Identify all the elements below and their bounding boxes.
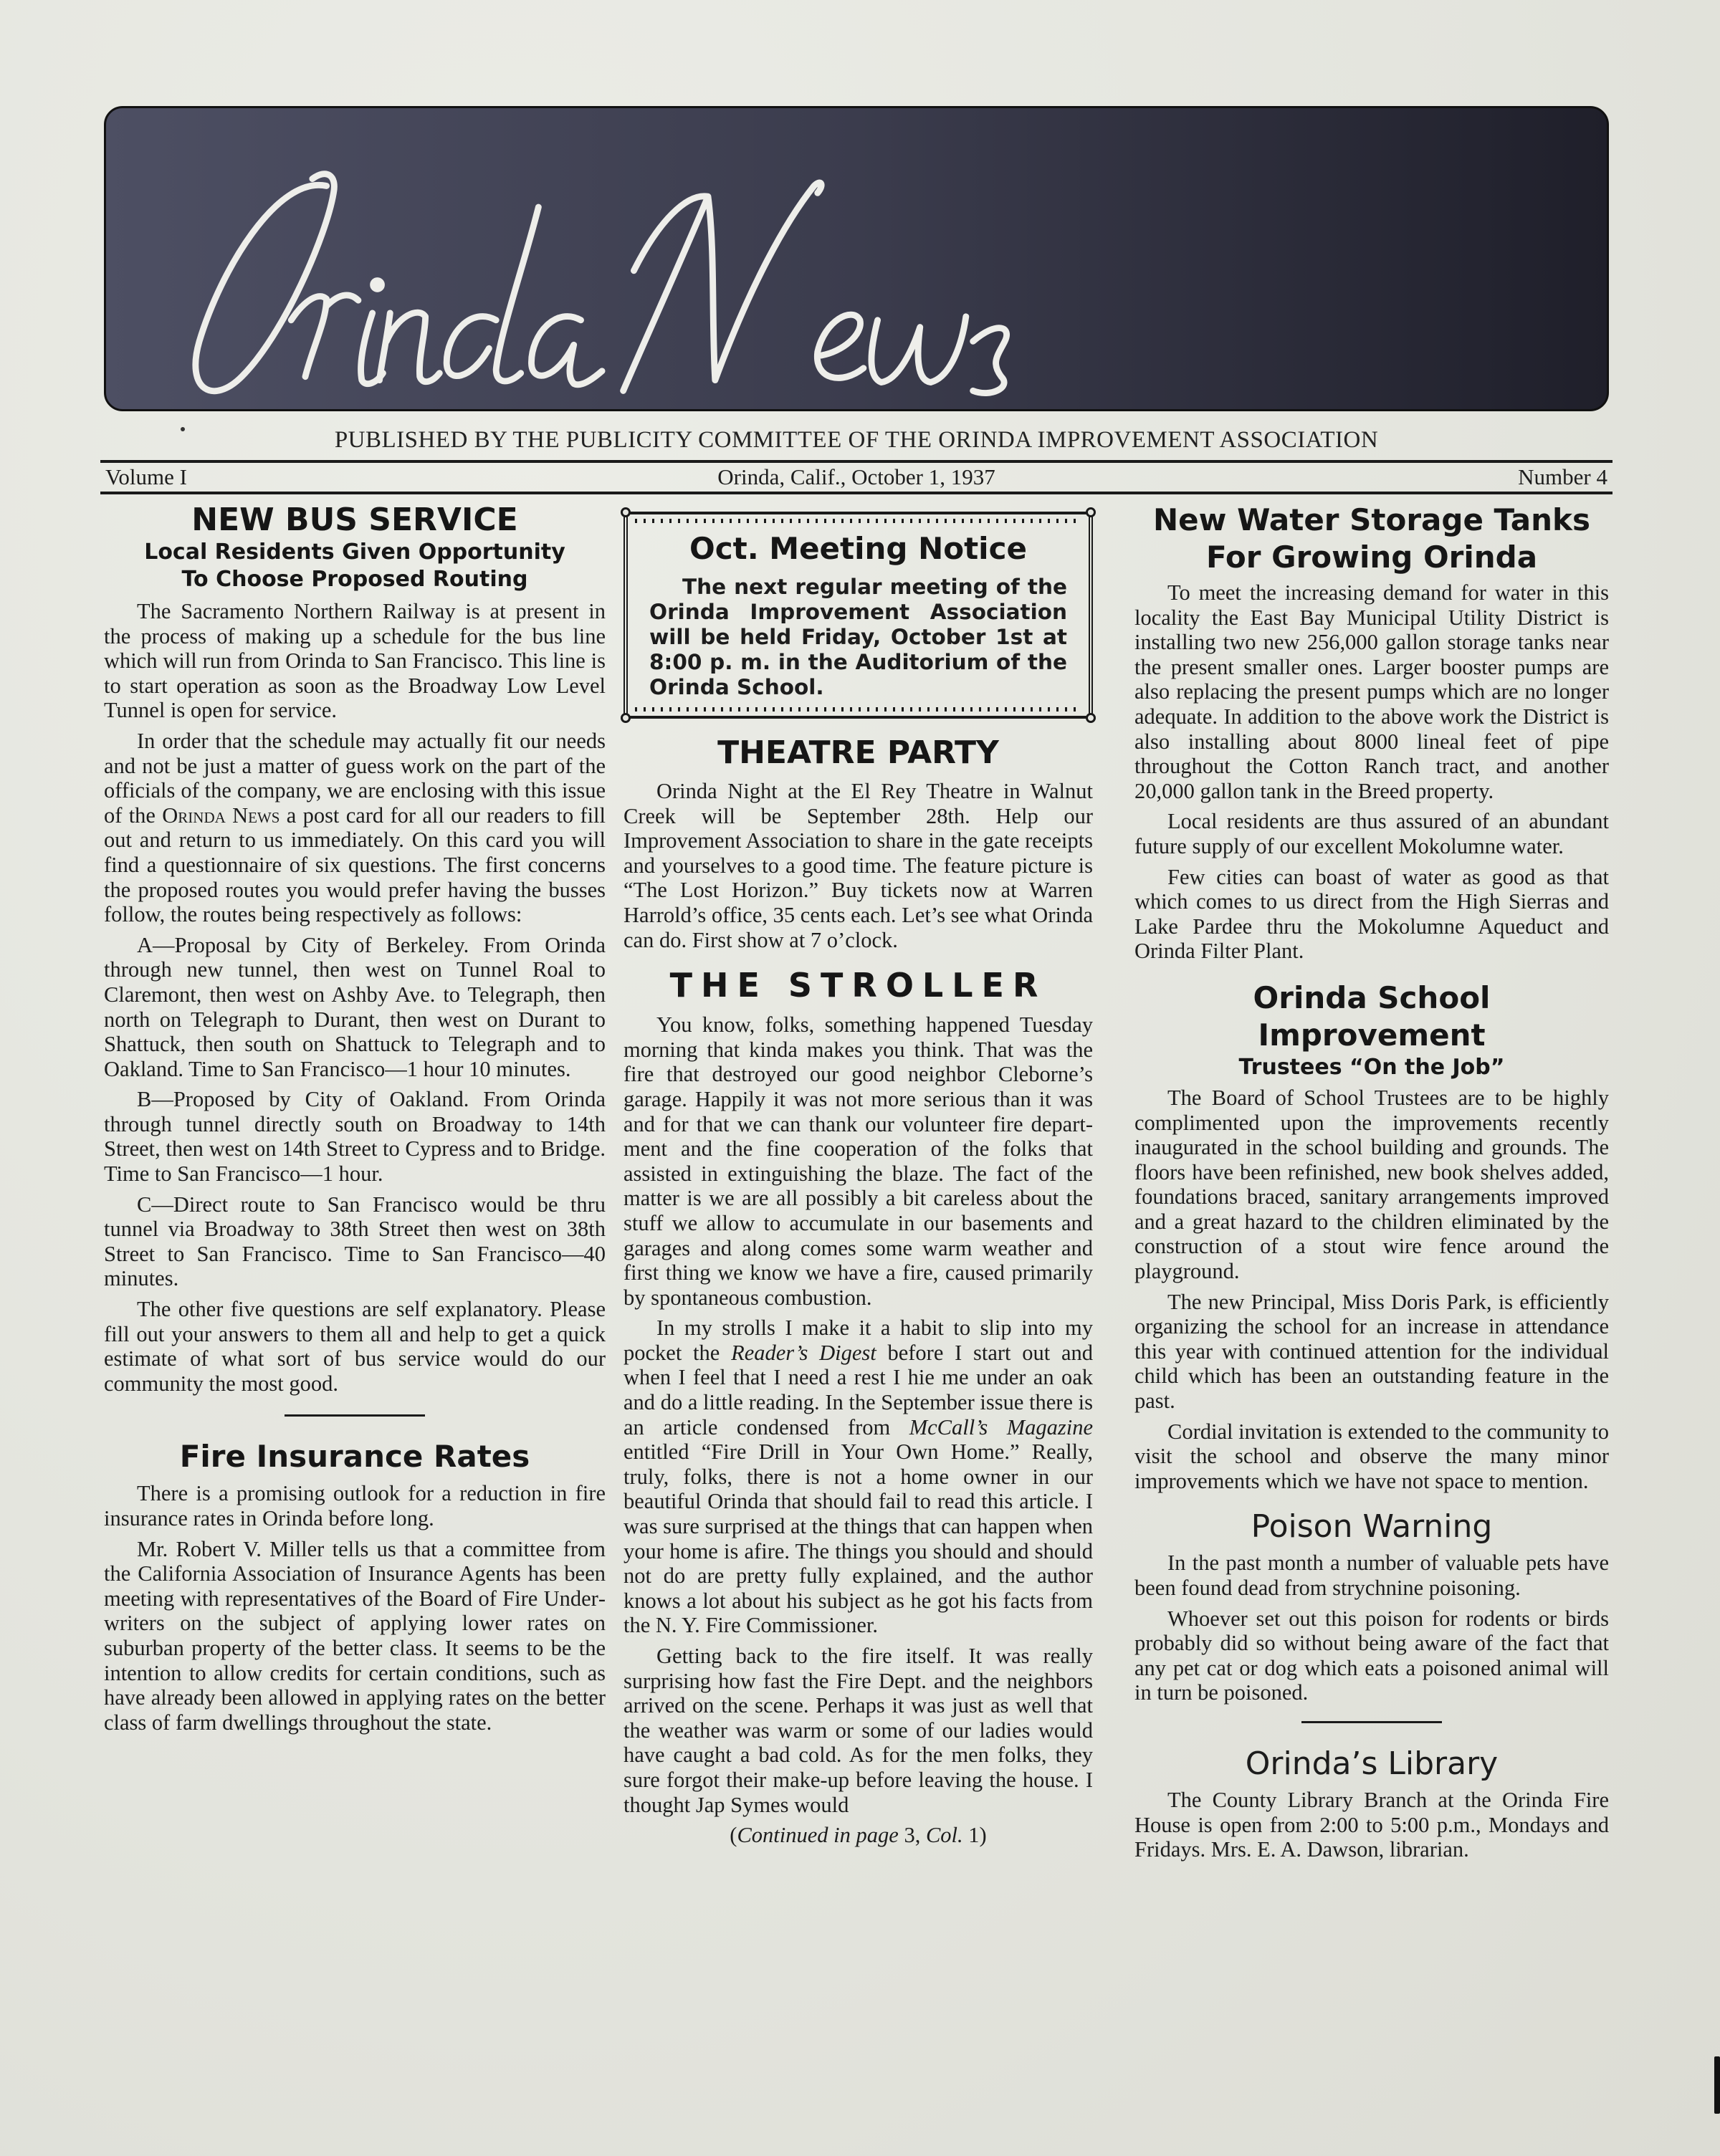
- column-2: [624, 502, 1093, 1848]
- publication-title: Reader’s Digest: [731, 1340, 876, 1365]
- paragraph: There is a promising outlook for a reduction in fire insurance rates in Orinda before long.: [104, 1481, 606, 1530]
- article-fire-insurance: [104, 1438, 606, 1735]
- paragraph: The other five questions are self explanatory. Please fill out your answers to them all and help to get a quick estimate of what sort of bus service would do our community the most good.: [104, 1297, 606, 1396]
- dateline: [104, 463, 1609, 492]
- paragraph: C—Direct route to San Francisco would be thru tunnel via Broadway to 38th Street then west on 38th Street to San Francisco. Time to San Francisco—40 minutes.: [104, 1192, 606, 1291]
- paragraph: Mr. Robert V. Miller tells us that a committee from the California Association of Insurance Agents has been meeting with representatives of the Board of Fire Underwriters on the subject of applying lower rates on suburban property of the better class. It seems to be the intention to allow credits for certain conditions, such as have already been allowed in applying rates on the better class of farm dwellings throughout the state.: [104, 1536, 606, 1735]
- subhead-bus-2: To Choose Proposed Routing: [181, 567, 528, 592]
- publication-title: McCall’s Magazine: [909, 1414, 1094, 1439]
- place-date: Orinda, Calif., October 1, 1937: [717, 464, 995, 489]
- column-3: [1134, 502, 1609, 1868]
- subhead-school: Trustees “On the Job”: [1238, 1054, 1505, 1080]
- article-body: [1134, 580, 1609, 964]
- continued-text: Continued in page: [737, 1823, 899, 1848]
- ornament-corner: [1086, 713, 1096, 723]
- headline-the-stroller: THE STROLLER: [669, 966, 1047, 1005]
- paragraph-text: entitled “Fire Drill in Your Own Home.” Really, truly, folks, there is not a home owner in our beautiful Orinda that should fail to read this article. I was sure surprised at the things that can happen when your home is afire. The things you should and should not do are pretty fully explained, and the author knows a lot about his subject as he got his facts from the N. Y. Fire Commissioner.: [624, 1439, 1093, 1638]
- paragraph: Few cities can boast of water as good as that which comes to us direct from the High Sierras and Lake Pardee thru the Mokolumne Aqueduct and Orinda Filter Plant.: [1134, 864, 1609, 964]
- paper-speck: [181, 427, 185, 431]
- continued-page: 3,: [898, 1823, 926, 1848]
- ornament-corner: [621, 713, 631, 723]
- paper-speck: [1714, 2056, 1720, 2114]
- paragraph: The County Library Branch at the Orinda Fire House is open from 2:00 to 5:00 p.m., Mondays and Fridays. Mrs. E. A. Dawson, librarian.: [1134, 1787, 1609, 1862]
- headline-library: Orinda’s Library: [1245, 1745, 1499, 1782]
- paragraph-text: a post card for all our readers to fill out and return to us immediately. On this card you will find a questionnaire of six questions. The first concerns the proposed routes you would prefer having the busses follow, the routes being respectively as follows:: [104, 802, 606, 927]
- headline-school-improvement: Orinda School Improvement: [1253, 979, 1491, 1053]
- article-school-improvement: [1134, 979, 1609, 1494]
- notice-body: The next regular meeting of the Orinda Improvement Association will be held Friday, October 1st at 8:00 p. m. in the Auditorium of the Orinda School.: [649, 575, 1067, 699]
- volume-label: Volume I: [105, 464, 187, 489]
- paragraph: A—Proposal by City of Berkeley. From Orinda through new tunnel, then west on Tunnel Roal to Claremont, then west on Ashby Ave. to Telegraph, then north on Telegraph to Durant, then west on Durant to Shattuck, then south on Shattuck to Telegraph and to Oakland. Time to San Francisco—1 hour 10 minutes.: [104, 932, 606, 1081]
- notice-title: Oct. Meeting Notice: [689, 531, 1027, 566]
- subhead-bus-1: Local Residents Given Opportunity: [144, 540, 565, 565]
- paragraph: The Sacramento Northern Railway is at present in the process of making up a schedule for the bus line which will run from Orinda to San Francisco. This line is to start operation as soon as the Broadway Low Level Tunnel is open for service.: [104, 599, 606, 723]
- article-body: [1134, 1086, 1609, 1494]
- paragraph: B—Proposed by City of Oakland. From Orinda through tunnel directly south on Broadway to 14th Street, then west on 14th Street to Cypress and to Bridge. Time to San Francisco—1 hour.: [104, 1087, 606, 1187]
- article-body: [624, 779, 1093, 952]
- article-theatre-party: [624, 734, 1093, 952]
- headline-poison-warning: Poison Warning: [1251, 1508, 1493, 1546]
- article-the-stroller: [624, 965, 1093, 1848]
- paragraph: The Board of School Trustees are to be highly complimented upon the improvements recently inaugurated in the school building and grounds. The floors have been refinished, new book shelves added, foundations braced, sanitary arrangements improved and a great hazard to the children eliminated by the construction of a stout wire fence around the playground.: [1134, 1085, 1609, 1284]
- article-bus-service: [104, 502, 606, 1396]
- paper-name: Orinda News: [162, 802, 280, 828]
- headline-fire-insurance: Fire Insurance Rates: [179, 1439, 530, 1475]
- article-poison-warning: [1134, 1508, 1609, 1705]
- headline-water-tanks-1: New Water Storage Tanks: [1153, 502, 1590, 537]
- paragraph: The new Principal, Miss Doris Park, is efficiently organizing the school for an increase in attendance this year with continued attention for the individual child which has been an outstanding feature in the past.: [1134, 1289, 1609, 1414]
- ornament-corner: [1086, 507, 1096, 517]
- issue-number: Number 4: [1518, 464, 1607, 489]
- headline-water-tanks-2: For Growing Orinda: [1205, 540, 1538, 575]
- article-water-tanks: [1134, 502, 1609, 964]
- paragraph: [104, 729, 606, 927]
- paragraph-text: In my strolls I make it a habit to slip into my pocket the: [624, 1316, 1093, 1365]
- article-body: [1134, 1551, 1609, 1705]
- paragraph: Local residents are thus assured of an abundant future supply of our excellent Mokolumne water.: [1134, 809, 1609, 858]
- ornament-corner: [621, 507, 631, 517]
- paragraph: Cordial invitation is extended to the community to visit the school and observe the many minor improvements which we have not space to mention.: [1134, 1419, 1609, 1493]
- column-1: [104, 502, 606, 1740]
- article-body: [624, 1012, 1093, 1817]
- article-library: [1134, 1745, 1609, 1862]
- paragraph-text: before I start out and when I feel that I need a rest I hie me under an oak and do a little reading. In the September issue there is an article condensed from: [624, 1340, 1094, 1439]
- continued-col-number: 1): [962, 1823, 987, 1848]
- masthead-script-logo: [106, 108, 1607, 409]
- section-divider: [1301, 1721, 1442, 1723]
- paragraph: You know, folks, something happened Tuesday morning that kinda makes you think. That was the fire that destroyed our good neighbor Cleborne’s garage. Happily it was not more serious than it was and for that we can thank our volunteer fire department and the fine cooperation of the folks that assisted in extinguishing the blaze. The fact of the matter is we are all possibly a bit careless about the stuff we allow to accumulate in our basements and garages and along comes some warm weather and first thing we know we have a fire, caused primarily by spontaneous combustion.: [624, 1012, 1093, 1310]
- continued-col: Col.: [925, 1823, 963, 1848]
- headline-bus-service: NEW BUS SERVICE: [191, 502, 518, 538]
- paragraph: Getting back to the fire itself. It was really surprising how fast the Fire Dept. and the neighbors arrived on the scene. Perhaps it was just as well that the weather was warm or some of our ladies would have caught a bad cold. As for the men folks, they sure forgot their make-up before leaving the house. I thought Jap Symes would: [624, 1644, 1093, 1817]
- masthead-banner: [104, 106, 1609, 411]
- continued-note: [624, 1823, 1093, 1848]
- headline-theatre-party: THEATRE PARTY: [717, 734, 999, 771]
- paragraph: Orinda Night at the El Rey Theatre in Walnut Creek will be September 28th. Help our Improvement Association to share in the gate receipts and yourselves to a good time. The feature picture is “The Lost Horizon.” Buy tickets now at Warren Harrold’s office, 35 cents each. Let’s see what Orinda can do. First show at 7 o’clock.: [624, 779, 1093, 952]
- paragraph: In the past month a number of valuable pets have been found dead from strychnine poisoning.: [1134, 1551, 1609, 1600]
- article-body: [1134, 1788, 1609, 1862]
- header-rule-bottom: [100, 492, 1612, 494]
- paragraph: Whoever set out this poison for rodents or birds probably did so without being aware of the fact that any pet cat or dog which eats a poisoned animal will in turn be poisoned.: [1134, 1606, 1609, 1705]
- paragraph: To meet the increasing demand for water in this locality the East Bay Municipal Utility District is installing two new 256,000 gallon storage tanks near the present smaller ones. Larger booster pumps are also replacing the present pumps which are no longer adequate. In addition to the above work the District is also installing about 8000 lineal feet of pipe throughout the Cotton Ranch tract, and another 20,000 gallon tank in the Breed property.: [1134, 580, 1609, 803]
- section-divider: [285, 1414, 425, 1417]
- paragraph: [624, 1316, 1093, 1638]
- meeting-notice-box: [624, 512, 1093, 719]
- article-body: [104, 1481, 606, 1735]
- article-body: [104, 599, 606, 1396]
- publisher-line: PUBLISHED BY THE PUBLICITY COMMITTEE OF THE ORINDA IMPROVEMENT ASSOCIATION: [334, 427, 1379, 453]
- paragraph-text: In order that the schedule may actually fit our needs and not be just a matter of guess work on the part of the officials of the company, we are enclosing with this issue of the: [104, 728, 606, 828]
- paren: (: [730, 1823, 737, 1848]
